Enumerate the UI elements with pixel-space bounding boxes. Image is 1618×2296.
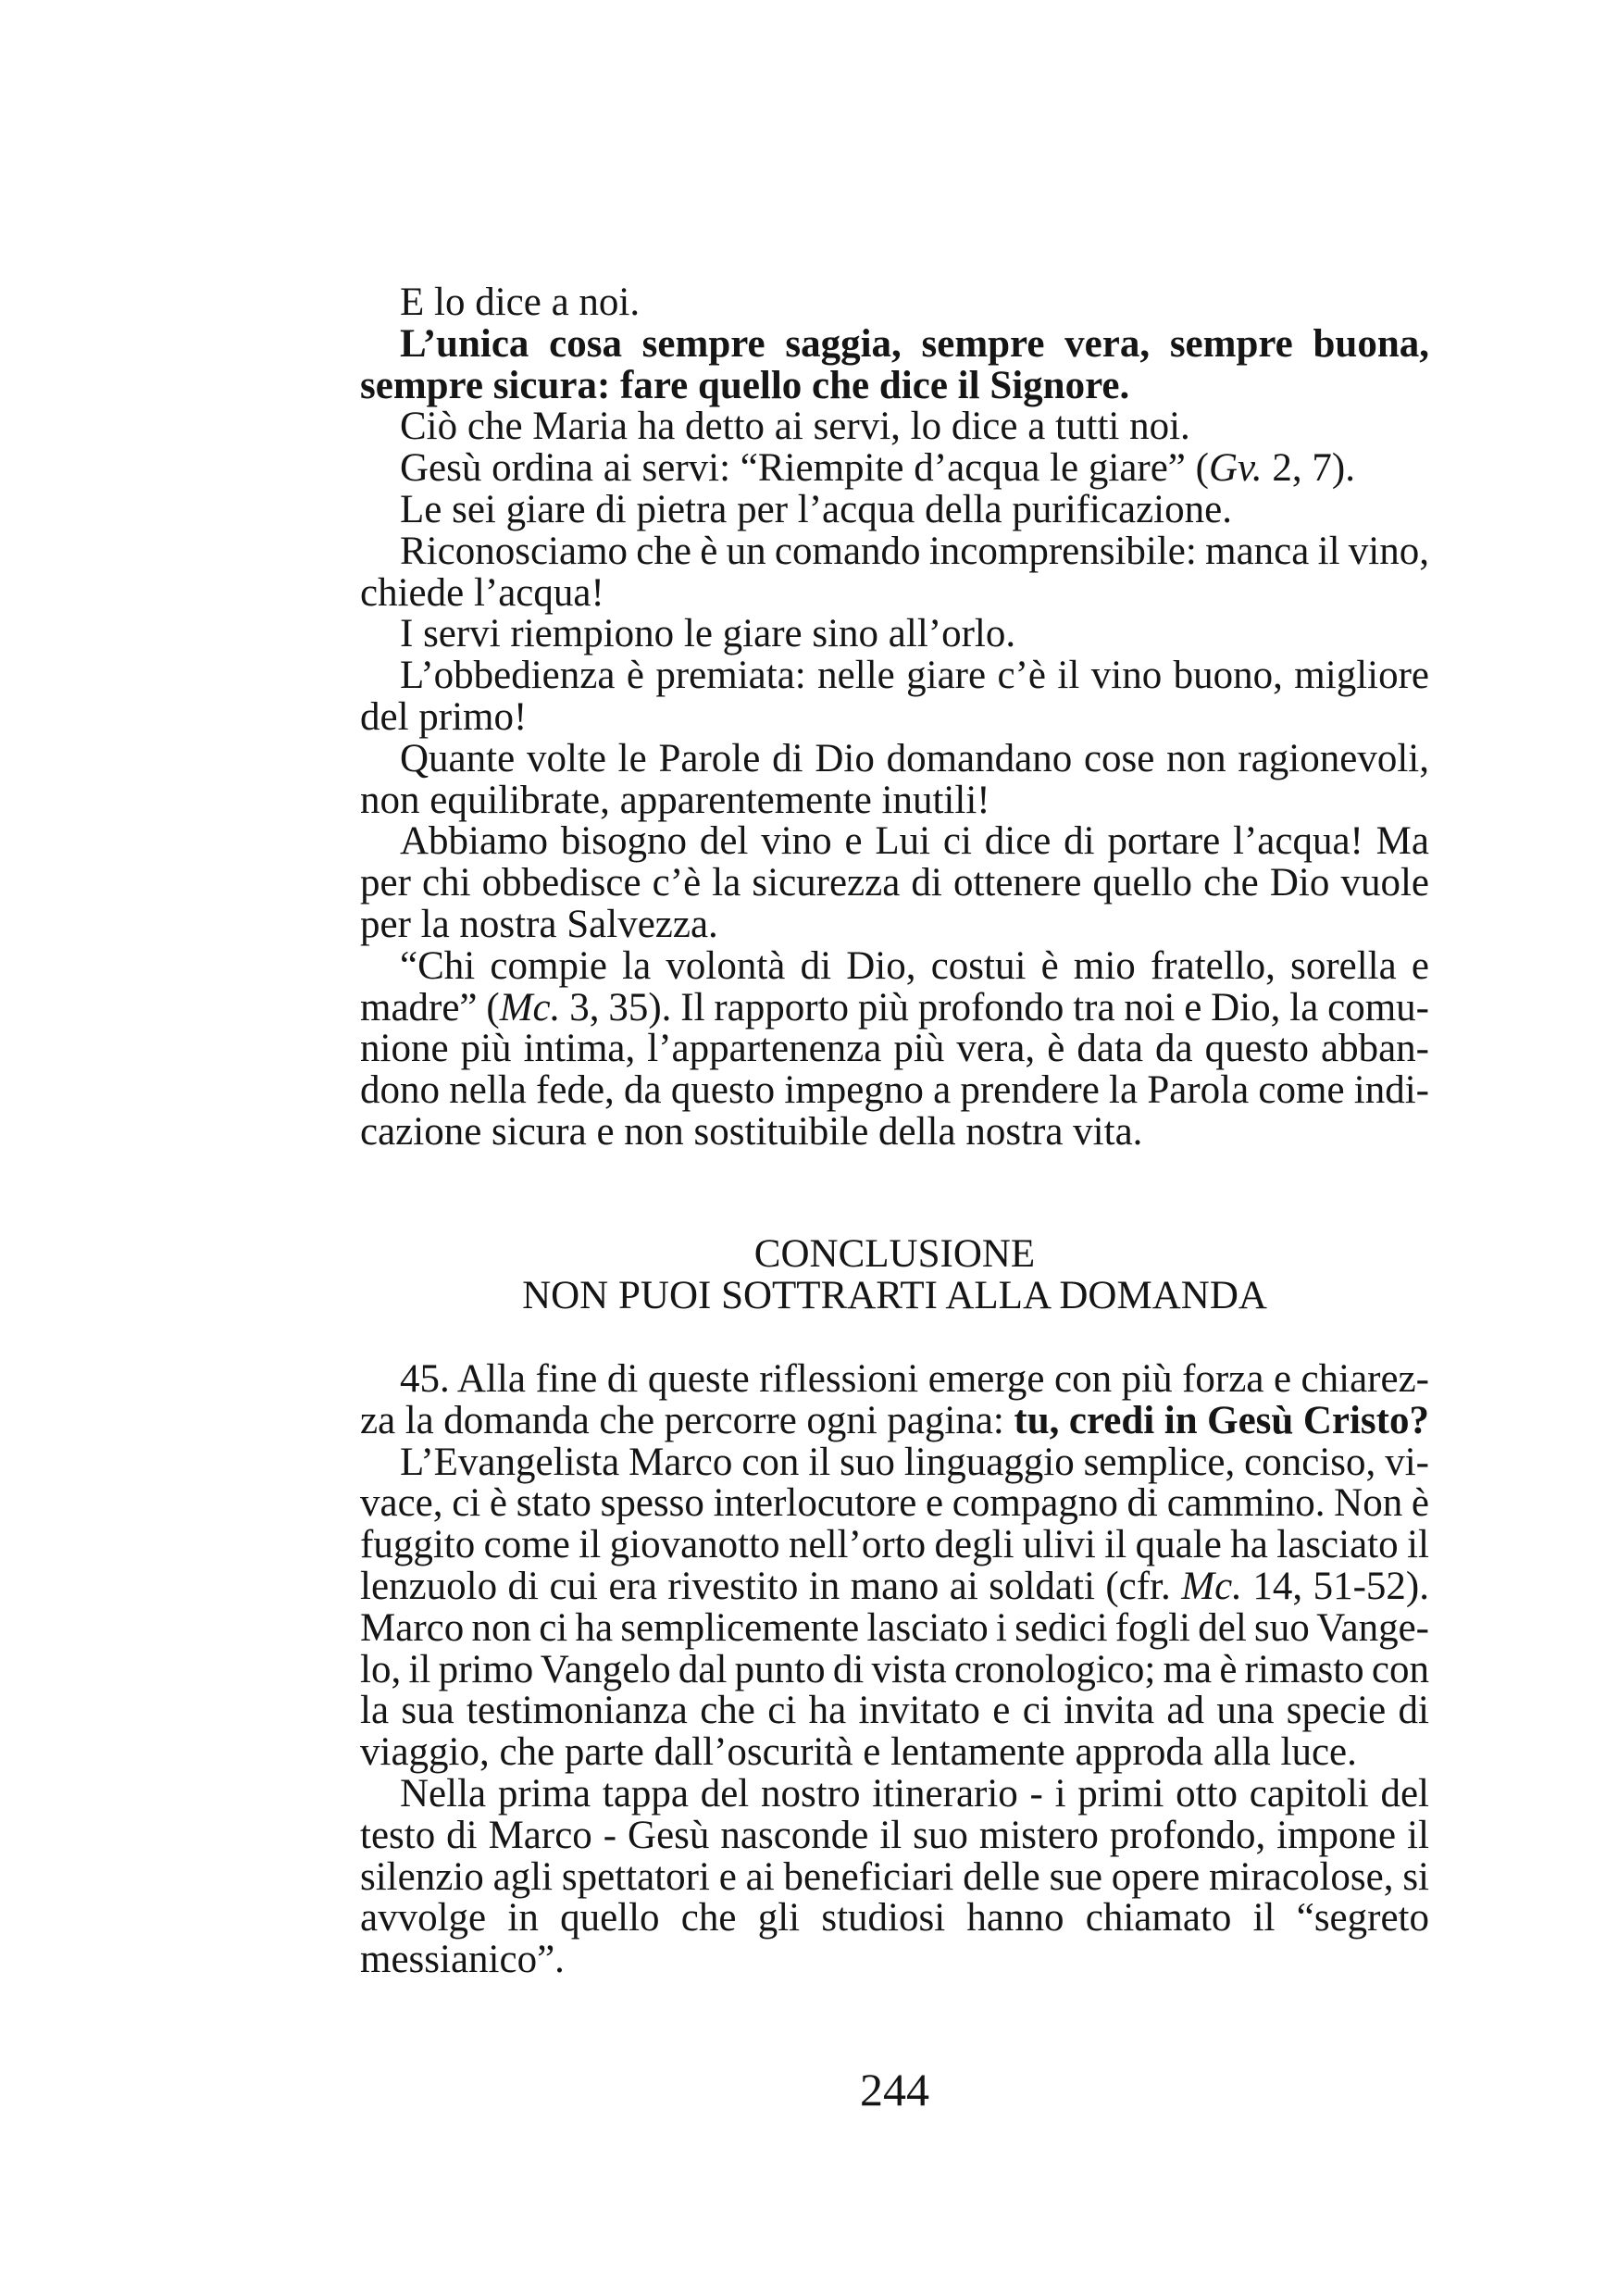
conclusion-line: la sua testimonianza che ci ha invitato e ci invita ad una specie di bbox=[360, 1689, 1429, 1733]
conclusion-line: messianico”. bbox=[360, 1938, 565, 1982]
passage-line-bold: L’unica cosa sempre saggia, sempre vera, sempre buona, bbox=[400, 321, 1429, 366]
line-text: 14, 51-52). bbox=[1241, 1564, 1430, 1608]
passage-line: chiede l’acqua! bbox=[360, 570, 604, 615]
passage-line: Riconosciamo che è un comando incomprensibile: manca il vino, bbox=[400, 529, 1429, 573]
passage-line: Le sei giare di pietra per l’acqua della purificazione. bbox=[400, 487, 1232, 531]
passage-line bbox=[360, 448, 1429, 490]
passage-line: per chi obbedisce c’è la sicurezza di ottenere quello che Dio vuole bbox=[360, 861, 1429, 905]
conclusion-line: testo di Marco - Gesù nasconde il suo mistero profondo, impone il bbox=[360, 1813, 1429, 1857]
passage-line: Abbiamo bisogno del vino e Lui ci dice di portare l’acqua! Ma bbox=[400, 819, 1429, 864]
passage-line: cazione sicura e non sostituibile della nostra vita. bbox=[360, 1109, 1143, 1154]
line-text: Gesù ordina ai servi: “Riempite d’acqua le giare” ( bbox=[400, 446, 1209, 491]
passage-line-bold: sempre sicura: fare quello che dice il Signore. bbox=[360, 363, 1130, 407]
line-text: 3, 35). Il rapporto più profondo tra noi e Dio, la comu- bbox=[560, 985, 1429, 1029]
conclusion-line: Marco non ci ha semplicemente lasciato i sedici fogli del suo Vange- bbox=[360, 1605, 1429, 1650]
key-question-bold: tu, credi in Gesù Cristo? bbox=[1014, 1398, 1429, 1442]
passage-line: nione più intima, l’appartenenza più vera, è data da questo abban- bbox=[360, 1027, 1429, 1071]
line-text: madre” ( bbox=[360, 985, 500, 1029]
passage-line: per la nostra Salvezza. bbox=[360, 902, 718, 946]
section-heading bbox=[360, 1234, 1429, 1317]
passage-line: E lo dice a noi. bbox=[400, 281, 641, 324]
conclusion-line: Nella prima tappa del nostro itinerario - i primi otto capitoli del bbox=[400, 1771, 1429, 1816]
passage-line: del primo! bbox=[360, 694, 528, 739]
passage-line: I servi riempiono le giare sino all’orlo. bbox=[400, 612, 1016, 656]
conclusion-line: silenzio agli spettatori e ai beneficiari delle sue opere miracolose, si bbox=[360, 1854, 1429, 1899]
line-text: za la domanda che percorre ogni pagina: bbox=[360, 1398, 1014, 1442]
conclusion-body bbox=[360, 1359, 1429, 1981]
conclusion-line bbox=[360, 1566, 1429, 1608]
passage-line: “Chi compie la volontà di Dio, costui è mio fratello, sorella e bbox=[400, 943, 1429, 988]
conclusion-line: lo, il primo Vangelo dal punto di vista cronologico; ma è rimasto con bbox=[360, 1647, 1429, 1691]
gospel-reference: Gv. bbox=[1208, 446, 1263, 491]
conclusion-line: 45. Alla fine di queste riflessioni emerge con più forza e chiarez- bbox=[400, 1357, 1429, 1401]
passage bbox=[360, 282, 1429, 1154]
passage-line: dono nella fede, da questo impegno a prendere la Parola come indi- bbox=[360, 1068, 1429, 1113]
conclusion-line bbox=[360, 1398, 1429, 1442]
conclusion-line: fuggito come il giovanotto nell’orto degli ulivi il quale ha lasciato il bbox=[360, 1523, 1429, 1567]
passage-line bbox=[360, 985, 1429, 1029]
heading-title: CONCLUSIONE bbox=[753, 1232, 1036, 1276]
heading-subtitle: NON PUOI SOTTRARTI ALLA DOMANDA bbox=[522, 1273, 1267, 1317]
gospel-reference: Mc. bbox=[499, 985, 561, 1029]
conclusion-line: viaggio, che parte dall’oscurità e lentamente approda alla luce. bbox=[360, 1730, 1357, 1775]
passage-line: L’obbedienza è premiata: nelle giare c’è il vino buono, migliore bbox=[400, 654, 1429, 698]
conclusion-line: L’Evangelista Marco con il suo linguaggio semplice, conciso, vi- bbox=[400, 1440, 1429, 1484]
conclusion-line: vace, ci è stato spesso interlocutore e compagno di cammino. Non è bbox=[360, 1481, 1429, 1526]
conclusion-line: avvolge in quello che gli studiosi hanno chiamato il “segreto bbox=[360, 1896, 1429, 1940]
passage-line: Quante volte le Parole di Dio domandano cose non ragionevoli, bbox=[400, 736, 1429, 780]
page-number: 244 bbox=[860, 2064, 929, 2115]
line-text: 2, 7). bbox=[1262, 446, 1355, 491]
line-text: lenzuolo di cui era rivestito in mano ai soldati (cfr. bbox=[360, 1564, 1182, 1608]
gospel-reference: Mc. bbox=[1181, 1564, 1242, 1608]
passage-line: Ciò che Maria ha detto ai servi, lo dice a tutti noi. bbox=[400, 405, 1190, 449]
passage-line: non equilibrate, apparentemente inutili! bbox=[360, 778, 990, 822]
